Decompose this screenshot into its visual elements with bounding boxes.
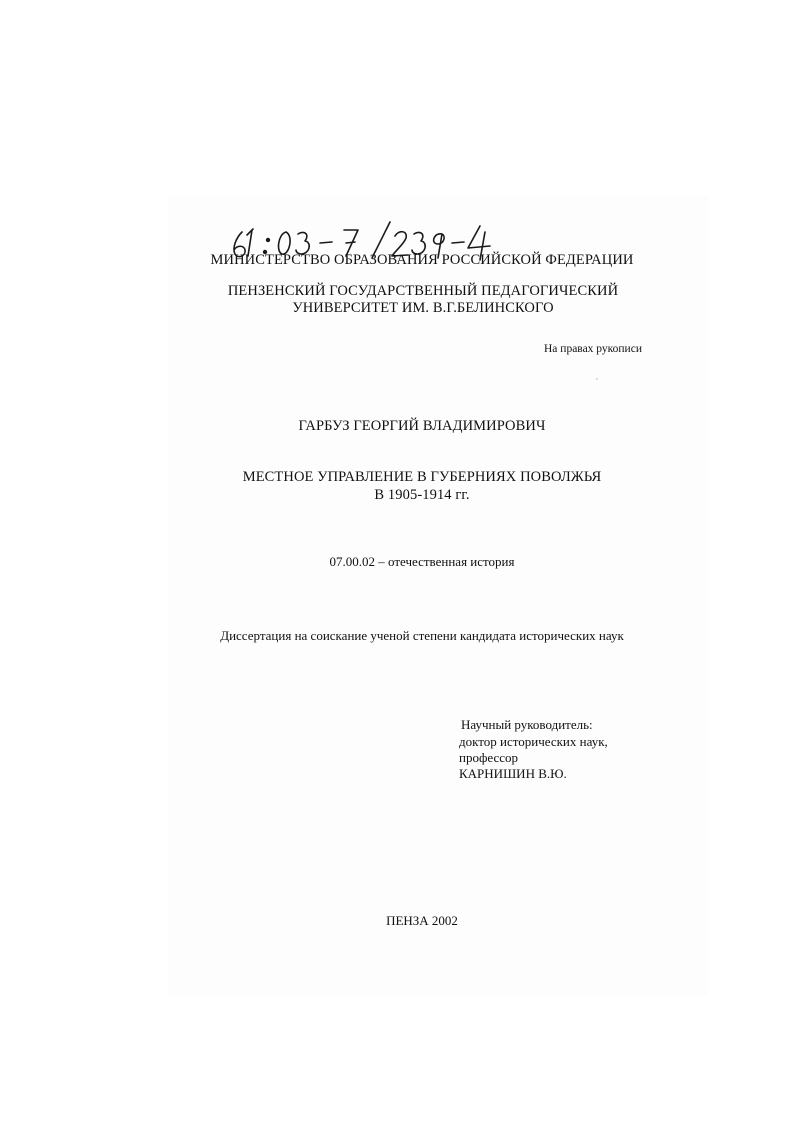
university-name-line1: ПЕНЗЕНСКИЙ ГОСУДАРСТВЕННЫЙ ПЕДАГОГИЧЕСКИЙ (227, 283, 619, 299)
city-year: ПЕНЗА 2002 (386, 913, 458, 928)
university-name-line2: УНИВЕРСИТЕТ ИМ. В.Г.БЕЛИНСКОГО (292, 300, 554, 316)
supervisor-name: КАРНИШИН В.Ю. (459, 766, 567, 781)
supervisor-degree: доктор исторических наук, (459, 734, 608, 749)
ministry-heading: МИНИСТЕРСТВО ОБРАЗОВАНИЯ РОССИЙСКОЙ ФЕДЕРАЦИИ (210, 252, 634, 268)
author-name: ГАРБУЗ ГЕОРГИЙ ВЛАДИМИРОВИЧ (298, 418, 546, 434)
rights-note: На правах рукописи (544, 343, 642, 355)
supervisor-label: Научный руководитель: (461, 717, 593, 732)
title-line2: В 1905-1914 гг. (374, 487, 470, 503)
supervisor-rank: профессор (459, 750, 519, 765)
title-line1: МЕСТНОЕ УПРАВЛЕНИЕ В ГУБЕРНИЯХ ПОВОЛЖЬЯ (242, 469, 602, 485)
specialty-code: 07.00.02 – отечественная история (329, 554, 515, 569)
scan-speck (596, 378, 598, 380)
dissertation-statement: Диссертация на соискание ученой степени кандидата исторических наук (220, 628, 624, 643)
